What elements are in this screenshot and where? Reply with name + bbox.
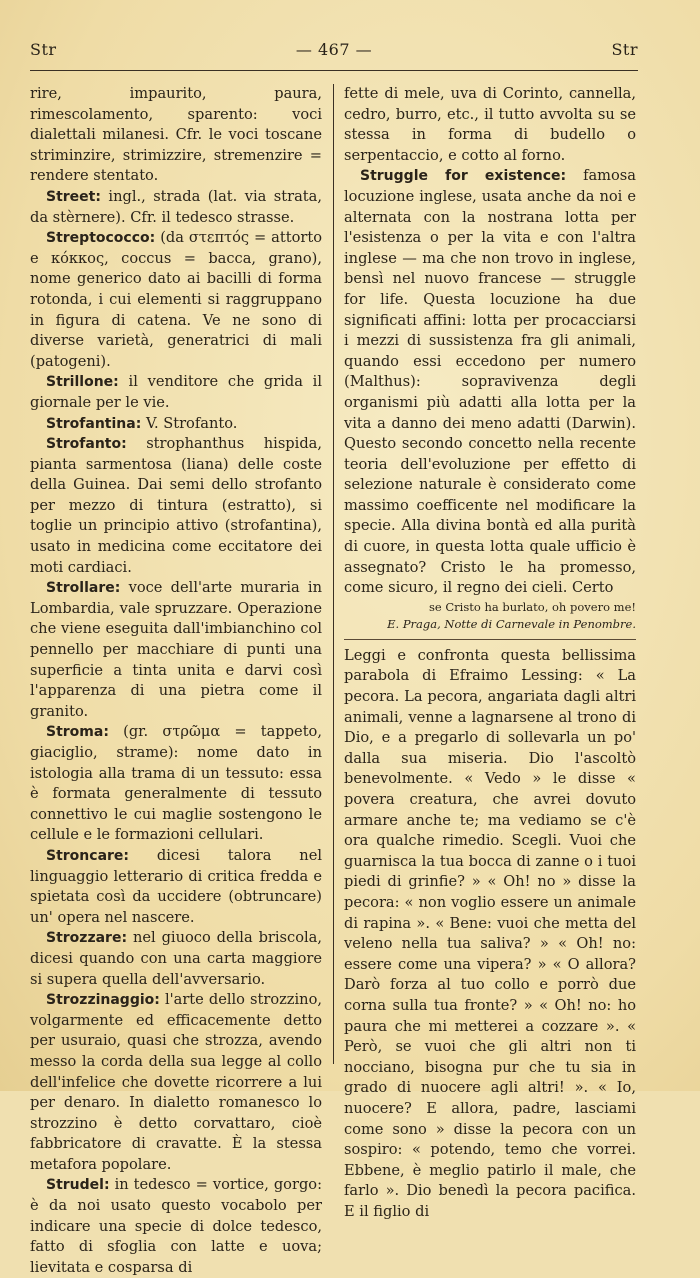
entry-text: voce dell'arte muraria in Lombardia, vale spruzzare. Operazione che viene eseguita dall'imbianchino col pennello per macchiare di punti una superficie a tinta unita e darvi così l'apparenza di una pietra come il granito.: [30, 579, 322, 720]
quote-attribution: E. Praga, Notte di Carnevale in Penombre.: [387, 616, 636, 631]
entry-text: (da στεπτός = attorto e κόκκος, coccus = bacca, grano), nome generico dato ai bacilli di forma rotonda, i cui elementi si raggruppano in figura di catena. Ve ne sono di diverse varietà, generatrici di mali (patogeni).: [30, 229, 322, 370]
headword: Strozzare:: [46, 930, 128, 947]
parable-text: Leggi e confronta questa bellissima parabola di Efraimo Lessing: « La pecora. La pecora, angariata dagli altri animali, venne a lagnarsene al trono di Dio, e a pregarlo di sollevarla un po' dalla sua miseria. Dio l'ascoltò benevolmente. « Vedo » le disse « povera creatura, che avrei dovuto armare anche te; ma vediamo se c'è ora qualche rimedio. Scegli. Vuoi che guarnisca la tua bocca di zanne o i tuoi piedi di grinfie? » « Oh! no » disse la pecora: « non voglio essere un animale di rapina ». « Bene: vuoi che metta del veleno nella tua saliva? » « Oh! no: essere come una vipera? » « O allora? Darò forza al tuo collo e porrò due corna sulla tua fronte? » « Oh! no: ho paura che mi metterei a cozzare ». « Però, se vuoi che gli altri non ti nocciano, bisogna pur che tu sia in grado di nuocere agli altri! ». « Io, nuocere? E allora, padre, lasciami come sono » disse la pecora con un sospiro: « potendo, temo che vorrei. Ebbene, è meglio patirlo il male, che farlo ». Dio benedì la pecora pacifica. E il figlio di: [344, 646, 636, 1220]
right-column: [344, 84, 636, 1222]
entry-text: V. Strofanto.: [145, 414, 238, 432]
entry-strofantina: [30, 414, 322, 435]
entry-text: in tedesco = vortice, gorgo: è da noi usato questo vocabolo per indicare una specie di dolce tedesco, fatto di sfoglia con latte e uova; lievitata e cosparsa di: [30, 1176, 322, 1276]
headword: Strillone:: [46, 374, 119, 391]
headword: Strofantina:: [46, 415, 142, 432]
entry-text: strophanthus hispida, pianta sarmentosa (liana) delle coste della Guinea. Dai semi dello strofanto per mezzo di tintura (estratto), si toglie un principio attivo (strofantina), usato in medicina come eccitatore dei moti cardiaci.: [30, 435, 323, 576]
entry-text: (gr. στρῶμα = tappeto, giaciglio, strame): nome dato in istologia alla trama di un tessuto: essa è formata generalmente di tessuto connettivo le cui maglie sostengono le cellule e le formazioni cellulari.: [30, 723, 322, 844]
entry-strofanto: [30, 434, 322, 578]
header-rule: [30, 70, 638, 71]
headword: Stroncare:: [46, 847, 130, 864]
entry-strudel: [30, 1175, 322, 1278]
header-right-guideword: Str: [611, 40, 638, 59]
entry-strozzinaggio: [30, 990, 322, 1175]
entry-strollare: [30, 578, 322, 722]
running-header: [30, 40, 638, 59]
headword: Strozzinaggio:: [46, 992, 160, 1009]
entry-text: nel giuoco della briscola, dicesi quando con una carta maggiore si supera quella dell'avversario.: [30, 929, 323, 988]
headword: Struggle for existence:: [360, 168, 567, 185]
entry-stroncare: [30, 846, 322, 928]
entry-strozzare: [30, 928, 322, 990]
entry-text: l'arte dello strozzino, volgarmente ed efficacemente detto per usuraio, quasi che strozza, avendo messo la corda della sua legge al collo dell'infelice che dovette ricorrere a lui per denaro. In dialetto romanesco lo strozzino è detto corvattaro, cioè fabbricatore di cravatte. È la stessa metafora popolare.: [30, 991, 322, 1173]
headword: Strudel:: [46, 1177, 110, 1194]
left-column: [30, 84, 322, 1278]
entry-street: [30, 187, 322, 228]
entry-strillone: [30, 372, 322, 413]
headword: Strollare:: [46, 580, 121, 597]
entry-text: ingl., strada (lat. via strata, da stèrnere). Cfr. il tedesco strasse.: [30, 187, 322, 226]
column-divider: [333, 84, 334, 1064]
entry-text: il venditore che grida il giornale per le vie.: [30, 373, 322, 411]
headword: Street:: [46, 188, 101, 205]
entry-continuation: fette di mele, uva di Corinto, cannella, cedro, burro, etc., il tutto avvolta su se stessa in forma di budello o serpentaccio, e cotto al forno.: [344, 85, 636, 164]
page-number: — 467 —: [295, 40, 373, 59]
header-left-guideword: Str: [30, 40, 57, 59]
entry-text: dicesi talora nel linguaggio letterario di critica fredda e spietata così da uccidere (obtruncare) un' opera nel nascere.: [30, 846, 323, 926]
entry-stroma: [30, 722, 322, 846]
section-rule: [344, 639, 636, 640]
entry-text: famosa locuzione inglese, usata anche da noi e alternata con la nostrana lotta per l'esistenza o per la vita e con l'altra inglese — ma che non trovo in inglese, bensì nel nuovo francese — struggle for life. Questa locuzione ha due significati affini: lotta per procacciarsi i mezzi di sussistenza fra gli animali, quando essi eccedono per numero (Malthus): sopravivenza degli organismi più adatti alla lotta per la vita a danno dei meno adatti (Darwin). Questo secondo concetto nella recente teoria dell'evoluzione per effetto di selezione naturale è considerato come massimo coefficente nel modificare la specie. Alla divina bontà ed alla purità di cuore, in questa lotta quale ufficio è assegnato? Cristo le ha promesso, come sicuro, il regno dei cieli. Certo: [344, 167, 636, 597]
headword: Strofanto:: [46, 436, 127, 453]
entry-continuation: rire, impaurito, paura, rimescolamento, sparento: voci dialettali milanesi. Cfr. le voci toscane striminzire, strimizzire, stremenzire = rendere stentato.: [30, 85, 322, 185]
entry-streptococco: [30, 228, 322, 372]
verse-quote: se Cristo ha burlato, oh povero me!: [429, 599, 636, 614]
headword: Stroma:: [46, 724, 109, 741]
headword: Streptococco:: [46, 230, 156, 247]
entry-struggle-for-existence: [344, 166, 636, 598]
